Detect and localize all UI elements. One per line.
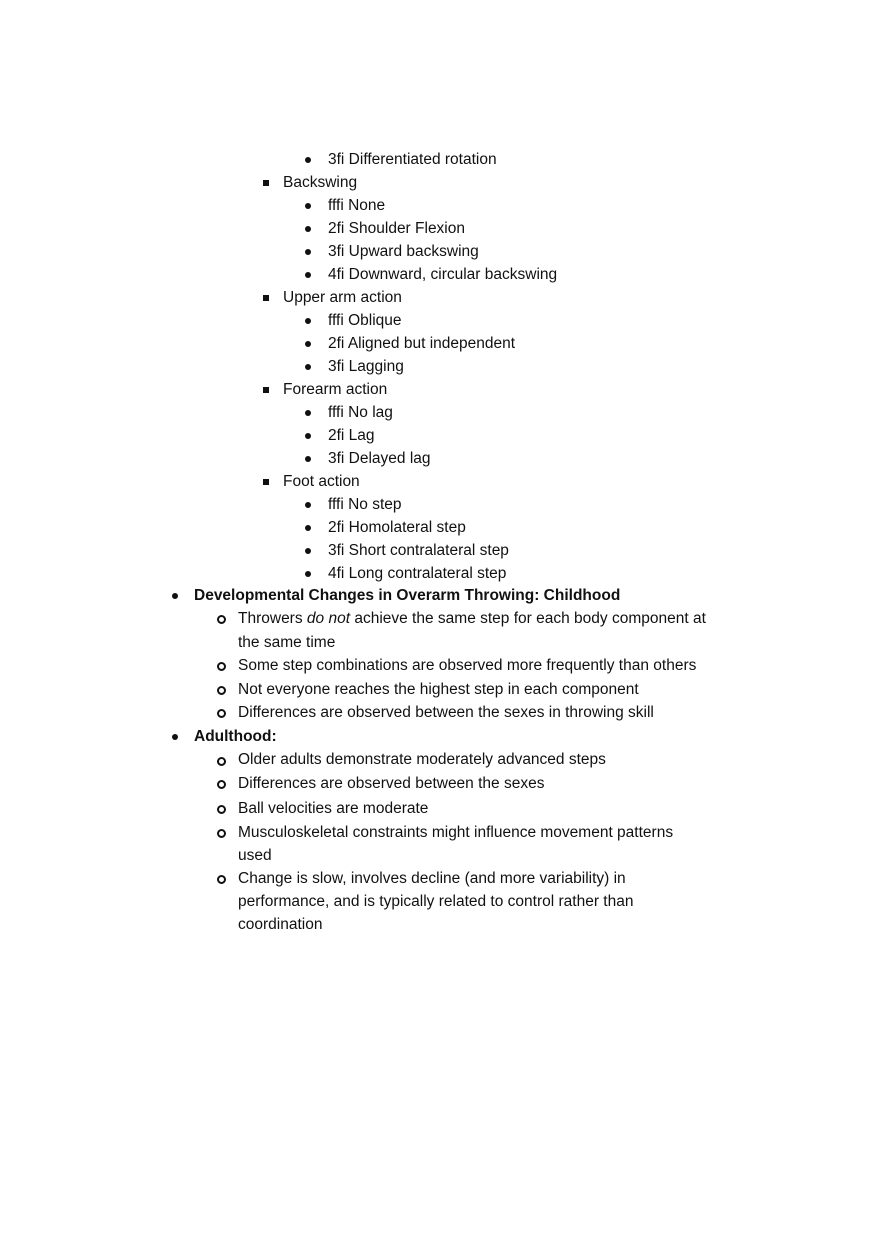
- list-item: 2fi Aligned but independent: [328, 335, 516, 352]
- list-item: Not everyone reaches the highest step in each component: [238, 681, 639, 698]
- bullet-circle: [217, 805, 226, 814]
- list-item: 2fi Lag: [328, 427, 375, 444]
- list-item: fffi No lag: [328, 404, 393, 421]
- bullet-disc: [305, 249, 311, 255]
- bullet-disc: [305, 203, 311, 209]
- list-item: 3fi Short contralateral step: [328, 542, 509, 559]
- bullet-circle: [217, 709, 226, 718]
- list-item: 4fi Downward, circular backswing: [328, 266, 558, 283]
- upper-arm-label: Upper arm action: [283, 289, 402, 306]
- list-item-continuation: used: [238, 847, 272, 864]
- bullet-disc: [172, 593, 178, 599]
- bullet-disc: [305, 410, 311, 416]
- list-item-continuation: coordination: [238, 916, 323, 933]
- list-item: Differences are observed between the sexes: [238, 775, 545, 792]
- bullet-square: [263, 180, 269, 186]
- list-item: 3fi Delayed lag: [328, 450, 431, 467]
- bullet-circle: [217, 686, 226, 695]
- bullet-circle: [217, 829, 226, 838]
- list-item: 3fi Lagging: [328, 358, 404, 375]
- list-item: Older adults demonstrate moderately advanced steps: [238, 751, 606, 768]
- bullet-disc: [305, 525, 311, 531]
- list-item: 3fi Differentiated rotation: [328, 151, 497, 168]
- list-item: Some step combinations are observed more frequently than others: [238, 657, 697, 674]
- bullet-square: [263, 479, 269, 485]
- list-item: 2fi Shoulder Flexion: [328, 220, 465, 237]
- bullet-circle: [217, 615, 226, 624]
- bullet-disc: [305, 571, 311, 577]
- backswing-label: Backswing: [283, 174, 358, 191]
- bullet-disc: [305, 456, 311, 462]
- list-item: [238, 609, 706, 629]
- adulthood-heading: Adulthood:: [194, 728, 277, 745]
- emphasis-text: do not: [306, 610, 351, 627]
- list-item-continuation: the same time: [238, 634, 336, 651]
- bullet-disc: [305, 318, 311, 324]
- bullet-square: [263, 387, 269, 393]
- bullet-disc: [305, 502, 311, 508]
- list-item: Differences are observed between the sexes in throwing skill: [238, 704, 654, 721]
- list-item: fffi No step: [328, 496, 402, 513]
- text-fragment: achieve the same step for each body component at: [350, 610, 706, 627]
- list-item: fffi Oblique: [328, 312, 402, 329]
- childhood-heading: Developmental Changes in Overarm Throwing: Childhood: [194, 587, 621, 604]
- bullet-disc: [305, 548, 311, 554]
- list-item: 3fi Upward backswing: [328, 243, 479, 260]
- bullet-circle: [217, 662, 226, 671]
- bullet-disc: [305, 157, 311, 163]
- bullet-circle: [217, 875, 226, 884]
- bullet-square: [263, 295, 269, 301]
- forearm-label: Forearm action: [283, 381, 388, 398]
- bullet-disc: [305, 433, 311, 439]
- bullet-disc: [305, 272, 311, 278]
- bullet-circle: [217, 757, 226, 766]
- bullet-disc: [305, 341, 311, 347]
- list-item: Musculoskeletal constraints might influence movement patterns: [238, 824, 674, 841]
- list-item-continuation: performance, and is typically related to control rather than: [238, 893, 634, 910]
- list-item: fffi None: [328, 197, 386, 214]
- text-fragment: Throwers: [238, 610, 307, 627]
- bullet-disc: [172, 734, 178, 740]
- bullet-disc: [305, 226, 311, 232]
- bullet-disc: [305, 364, 311, 370]
- list-item: 4fi Long contralateral step: [328, 565, 507, 582]
- foot-label: Foot action: [283, 473, 360, 490]
- list-item: Change is slow, involves decline (and more variability) in: [238, 870, 626, 887]
- list-item: 2fi Homolateral step: [328, 519, 466, 536]
- bullet-circle: [217, 780, 226, 789]
- list-item: Ball velocities are moderate: [238, 800, 429, 817]
